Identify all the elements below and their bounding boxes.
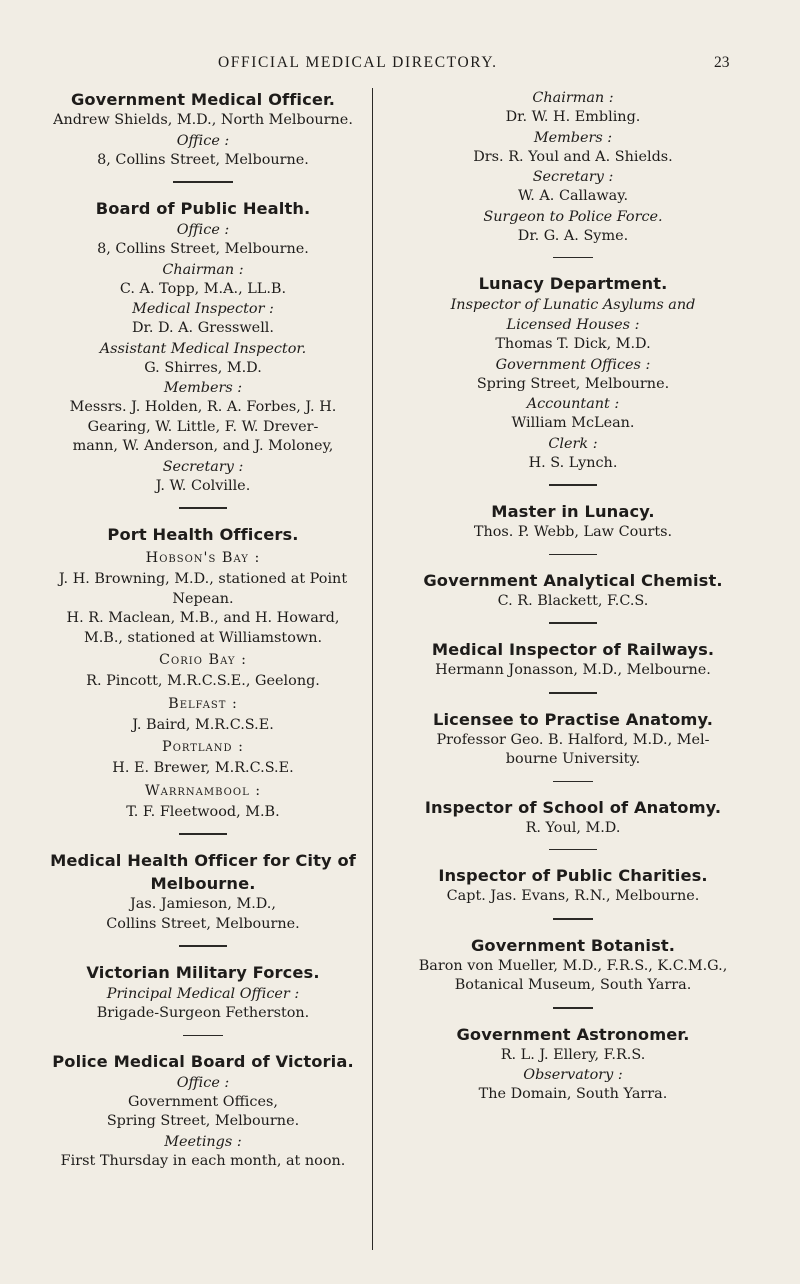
section-rule	[549, 692, 597, 694]
chairman-label: Chairman :	[532, 90, 614, 106]
entry-text: T. F. Fleetwood, M.B.	[126, 803, 280, 820]
entry-text: W. A. Callaway.	[517, 188, 629, 204]
entry-text: Dr. W. H. Embling.	[505, 109, 641, 125]
section-police-board-continued	[388, 88, 758, 246]
section-title: Government Astronomer.	[456, 1024, 690, 1044]
office-label: Office :	[176, 1074, 230, 1091]
entry-text: Drs. R. Youl and A. Shields.	[473, 148, 673, 165]
section-title: Lunacy Department.	[478, 274, 668, 293]
assistant-label: Assistant Medical Inspector.	[99, 340, 307, 357]
inspector-label: Inspector of Lunatic Asylums and	[450, 297, 696, 313]
entry-text: H. E. Brewer, M.R.C.S.E.	[112, 760, 294, 776]
section-title: Medical Health Officer for City of	[50, 851, 356, 870]
principal-label: Principal Medical Officer :	[106, 986, 300, 1002]
entry-text: Collins Street, Melbourne.	[106, 915, 300, 932]
inspector-label: Licensed Houses :	[506, 317, 640, 333]
entry-text: Government Offices,	[128, 1093, 278, 1110]
entry-text: bourne University.	[505, 751, 641, 767]
entry-text: Thomas T. Dick, M.D.	[495, 336, 651, 352]
entry-text: R. Youl, M.D.	[525, 819, 621, 836]
entry-text: H. R. Maclean, M.B., and H. Howard,	[66, 610, 340, 626]
secretary-label: Secretary :	[532, 169, 614, 185]
section-city-medical-health-officer	[34, 849, 372, 934]
entry-text: Hermann Jonasson, M.D., Melbourne.	[435, 662, 711, 678]
members-label: Members :	[163, 380, 243, 396]
chairman-label: Chairman :	[162, 261, 244, 278]
observatory-label: Observatory :	[523, 1067, 623, 1083]
entry-text: mann, W. Anderson, and J. Moloney,	[72, 438, 334, 454]
inspector-label: Medical Inspector :	[132, 301, 274, 317]
section-rule	[183, 1035, 223, 1036]
section-rule	[553, 257, 593, 258]
entry-text: Gearing, W. Little, F. W. Drever-	[87, 418, 319, 435]
section-analytical-chemist	[388, 569, 758, 612]
entry-text: 8, Collins Street, Melbourne.	[97, 241, 309, 257]
section-title: Melbourne.	[150, 874, 256, 893]
column-divider	[372, 88, 373, 1250]
location-label: Warrnambool :	[144, 782, 262, 799]
section-school-of-anatomy	[388, 796, 758, 839]
section-government-astronomer	[388, 1023, 758, 1105]
section-rule	[179, 507, 227, 509]
entry-text: J. W. Colville.	[155, 477, 251, 494]
entry-text: Andrew Shields, M.D., North Melbourne.	[53, 112, 353, 128]
section-public-charities	[388, 864, 758, 907]
section-master-in-lunacy	[388, 500, 758, 543]
entry-text: The Domain, South Yarra.	[478, 1086, 668, 1102]
section-rule	[549, 554, 597, 555]
entry-text: R. L. J. Ellery, F.R.S.	[500, 1046, 646, 1063]
entry-text: M.B., stationed at Williamstown.	[83, 629, 323, 646]
section-title: Police Medical Board of Victoria.	[52, 1051, 354, 1071]
section-board-of-public-health	[34, 197, 372, 496]
office-label: Office :	[176, 222, 230, 238]
entry-text: J. Baird, M.R.C.S.E.	[132, 716, 274, 733]
surgeon-label: Surgeon to Police Force.	[483, 208, 663, 225]
entry-text: Baron von Mueller, M.D., F.R.S., K.C.M.G.,	[418, 957, 728, 974]
section-inspector-of-railways	[388, 638, 758, 681]
entry-text: Spring Street, Melbourne.	[106, 1113, 300, 1129]
location-label: Hobson's Bay :	[145, 550, 261, 566]
section-title: Inspector of School of Anatomy.	[424, 797, 722, 817]
section-rule	[173, 181, 233, 183]
right-column	[388, 88, 758, 1105]
office-label: Office :	[176, 132, 230, 149]
section-anatomy-licensee	[388, 708, 758, 770]
section-lunacy-department	[388, 272, 758, 473]
section-rule	[553, 918, 593, 920]
section-title: Government Medical Officer.	[70, 90, 336, 109]
page-number: 23	[714, 54, 730, 71]
entry-text: Dr. D. A. Gresswell.	[132, 320, 274, 336]
location-label: Portland :	[162, 739, 244, 755]
entry-text: C. R. Blackett, F.C.S.	[497, 592, 649, 609]
entry-text: H. S. Lynch.	[528, 454, 618, 471]
section-rule	[553, 1007, 593, 1009]
entry-text: Thos. P. Webb, Law Courts.	[473, 524, 673, 540]
location-label: Belfast :	[168, 695, 238, 712]
section-title: Medical Inspector of Railways.	[431, 640, 715, 659]
entry-text: R. Pincott, M.R.C.S.E., Geelong.	[86, 673, 320, 689]
section-rule	[179, 945, 227, 947]
entry-text: 8, Collins Street, Melbourne.	[97, 151, 309, 168]
running-title: OFFICIAL MEDICAL DIRECTORY.	[218, 54, 498, 71]
entry-text: C. A. Topp, M.A., LL.B.	[119, 280, 287, 297]
section-government-medical-officer	[34, 88, 372, 170]
section-rule	[549, 622, 597, 624]
entry-text: Capt. Jas. Evans, R.N., Melbourne.	[446, 888, 700, 904]
left-column	[34, 88, 372, 1171]
section-title: Government Analytical Chemist.	[423, 570, 723, 590]
entry-text: Jas. Jamieson, M.D.,	[130, 896, 276, 912]
section-rule	[553, 781, 593, 782]
section-title: Board of Public Health.	[95, 199, 311, 218]
entry-text: William McLean.	[511, 415, 635, 431]
section-rule	[549, 484, 597, 486]
entry-text: Professor Geo. B. Halford, M.D., Mel-	[436, 731, 710, 748]
section-rule	[179, 833, 227, 835]
entry-text: Botanical Museum, South Yarra.	[454, 977, 692, 993]
section-title: Victorian Military Forces.	[86, 963, 320, 982]
section-victorian-military-forces	[34, 961, 372, 1024]
section-title: Government Botanist.	[470, 935, 676, 955]
entry-text: First Thursday in each month, at noon.	[60, 1152, 346, 1169]
members-label: Members :	[533, 129, 613, 146]
section-port-health-officers	[34, 523, 372, 822]
meetings-label: Meetings :	[164, 1133, 242, 1150]
entry-text: G. Shirres, M.D.	[144, 359, 262, 376]
entry-text: Dr. G. A. Syme.	[517, 227, 629, 244]
section-government-botanist	[388, 934, 758, 996]
section-title: Port Health Officers.	[107, 525, 299, 544]
section-title: Master in Lunacy.	[491, 502, 655, 521]
entry-text: Brigade-Surgeon Fetherston.	[96, 1005, 310, 1021]
clerk-label: Clerk :	[548, 435, 598, 452]
section-police-medical-board	[34, 1050, 372, 1172]
accountant-label: Accountant :	[526, 396, 620, 412]
entry-text: Nepean.	[172, 590, 234, 607]
offices-label: Government Offices :	[495, 356, 651, 373]
page-header	[0, 54, 800, 78]
location-label: Corio Bay :	[159, 652, 247, 668]
section-title: Inspector of Public Charities.	[438, 866, 708, 885]
section-rule	[549, 849, 597, 850]
entry-text: J. H. Browning, M.D., stationed at Point	[58, 571, 348, 587]
entry-text: Messrs. J. Holden, R. A. Forbes, J. H.	[69, 399, 337, 415]
section-title: Licensee to Practise Anatomy.	[433, 709, 713, 729]
secretary-label: Secretary :	[162, 458, 244, 475]
entry-text: Spring Street, Melbourne.	[476, 375, 670, 392]
